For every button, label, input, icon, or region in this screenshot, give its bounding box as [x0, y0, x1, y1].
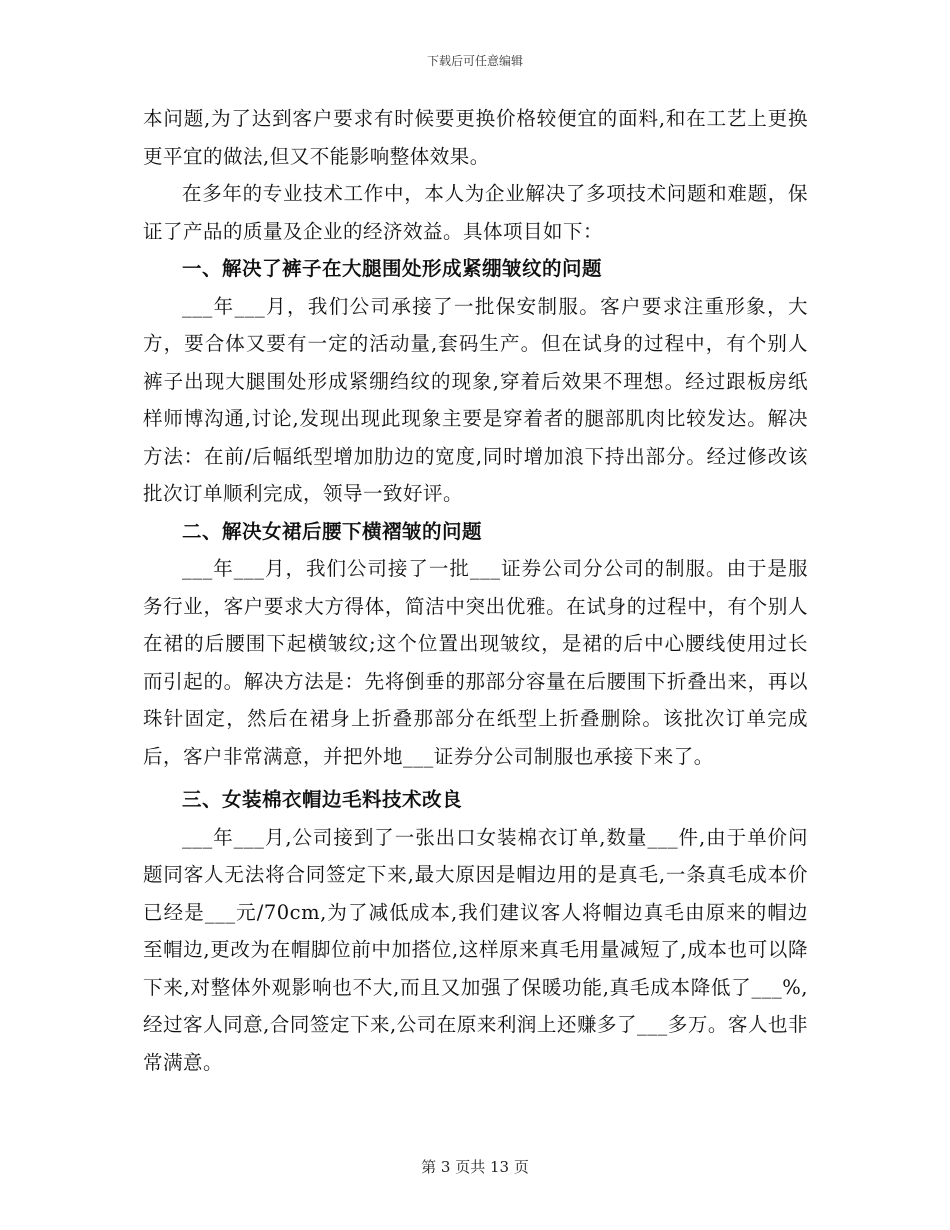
paragraph-section-1: ___年___月，我们公司承接了一批保安制服。客户要求注重形象，大方，要合体又要有一定的活动量,套码生产。但在试身的过程中，有个别人裤子出现大腿围处形成紧绷绉纹的现象,穿着后效果不理想。经过跟板房纸样师博沟通,讨论,发现出现此现象主要是穿着者的腿部肌肉比较发达。解决方法：在前/后幅纸型增加肋边的宽度,同时增加浪下持出部分。经过修改该批次订单顺利完成，领导一致好评。 [143, 294, 808, 505]
page-header: 下载后可任意编辑 [426, 54, 523, 68]
paragraph-continued: 本问题,为了达到客户要求有时候要更换价格较便宜的面料,和在工艺上更换更平宜的做法,但又不能影响整体效果。 [143, 107, 808, 168]
paragraph-section-3: ___年___月,公司接到了一张出口女装棉衣订单,数量___件,由于单价问题同客人无法将合同签定下来,最大原因是帽边用的是真毛,一条真毛成本价已经是___元/70cm,为了减低成本,我们建议客人将帽边真毛由原来的帽边至帽边,更改为在帽脚位前中加搭位,这样原来真毛用量减短了,成本也可以降下来,对整体外观影响也不大,而且又加强了保暖功能,真毛成本降低了___%,经过客人同意,合同签定下来,公司在原来利润上还赚多了___多万。客人也非常满意。 [143, 825, 808, 1074]
paragraph-section-2: ___年___月，我们公司接了一批___证券公司分公司的制服。由于是服务行业，客户要求大方得体，简洁中突出优雅。在试身的过程中，有个别人在裙的后腰围下起横皱纹;这个位置出现皱纹，是裙的后中心腰线使用过长而引起的。解决方法是：先将倒垂的那部分容量在后腰围下折叠出来，再以珠针固定，然后在裙身上折叠那部分在纸型上折叠删除。该批次订单完成后，客户非常满意，并把外地___证券分公司制服也承接下来了。 [143, 557, 808, 768]
paragraph-intro: 在多年的专业技术工作中，本人为企业解决了多项技术问题和难题，保证了产品的质量及企业的经济效益。具体项目如下： [143, 182, 808, 243]
page-number: 第 3 页共 13 页 [421, 1158, 529, 1176]
section-heading-2: 二、解决女裙后腰下横褶皱的问题 [182, 519, 483, 543]
document-body [143, 100, 808, 1081]
section-heading-3: 三、女装棉衣帽边毛料技术改良 [182, 788, 463, 811]
section-heading-1: 一、解决了裤子在大腿围处形成紧绷皱纹的问题 [182, 257, 603, 280]
